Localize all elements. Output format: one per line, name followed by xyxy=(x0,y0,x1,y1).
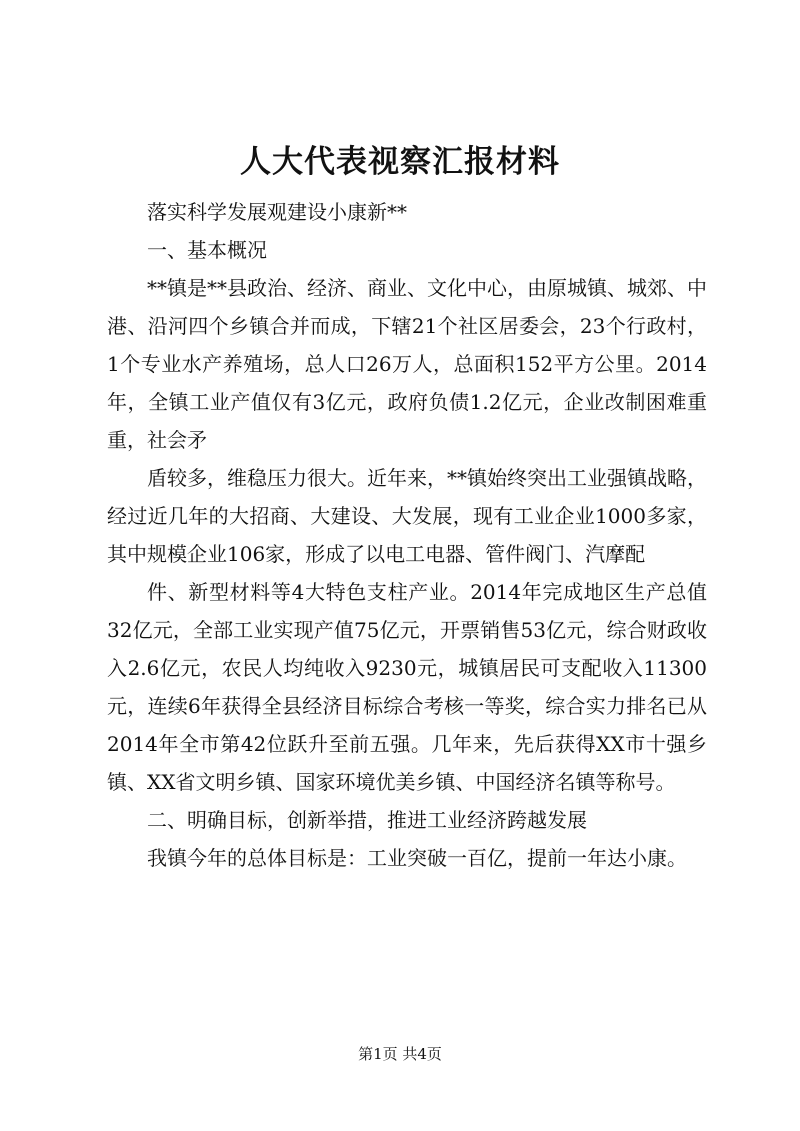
page-footer: 第1页 共4页 xyxy=(358,1045,442,1063)
document-title: 人大代表视察汇报材料 xyxy=(240,144,560,180)
body-paragraph: 盾较多，维稳压力很大。近年来，**镇始终突出工业强镇战略，经过近几年的大招商、大建设、大发展，现有工业企业1000多家，其中规模企业106家，形成了以电工电器、管件阀门、汽摩配 xyxy=(107,466,707,566)
body-paragraph: 我镇今年的总体目标是：工业突破一百亿，提前一年达小康。 xyxy=(147,846,687,870)
body-paragraph: **镇是**县政治、经济、商业、文化中心，由原城镇、城郊、中港、沿河四个乡镇合并而成，下辖21个社区居委会，23个行政村，1个专业水产养殖场，总人口26万人，总面积152平方公里。2014年，全镇工业产值仅有3亿元，政府负债1.2亿元，企业改制困难重重，社会矛 xyxy=(107,276,707,452)
body-paragraph: 件、新型材料等4大特色支柱产业。2014年完成地区生产总值32亿元，全部工业实现产值75亿元，开票销售53亿元，综合财政收入2.6亿元，农民人均纯收入9230元，城镇居民可支配收入11300元，连续6年获得全县经济目标综合考核一等奖，综合实力排名已从2014年全市第42位跃升至前五强。几年来，先后获得XX市十强乡镇、XX省文明乡镇、国家环境优美乡镇、中国经济名镇等称号。 xyxy=(107,580,707,794)
document-body xyxy=(107,193,707,877)
section-heading-overview: 一、基本概况 xyxy=(147,238,267,262)
section-heading-goals: 二、明确目标，创新举措，推进工业经济跨越发展 xyxy=(147,808,587,832)
subtitle-paragraph: 落实科学发展观建设小康新** xyxy=(147,200,407,224)
